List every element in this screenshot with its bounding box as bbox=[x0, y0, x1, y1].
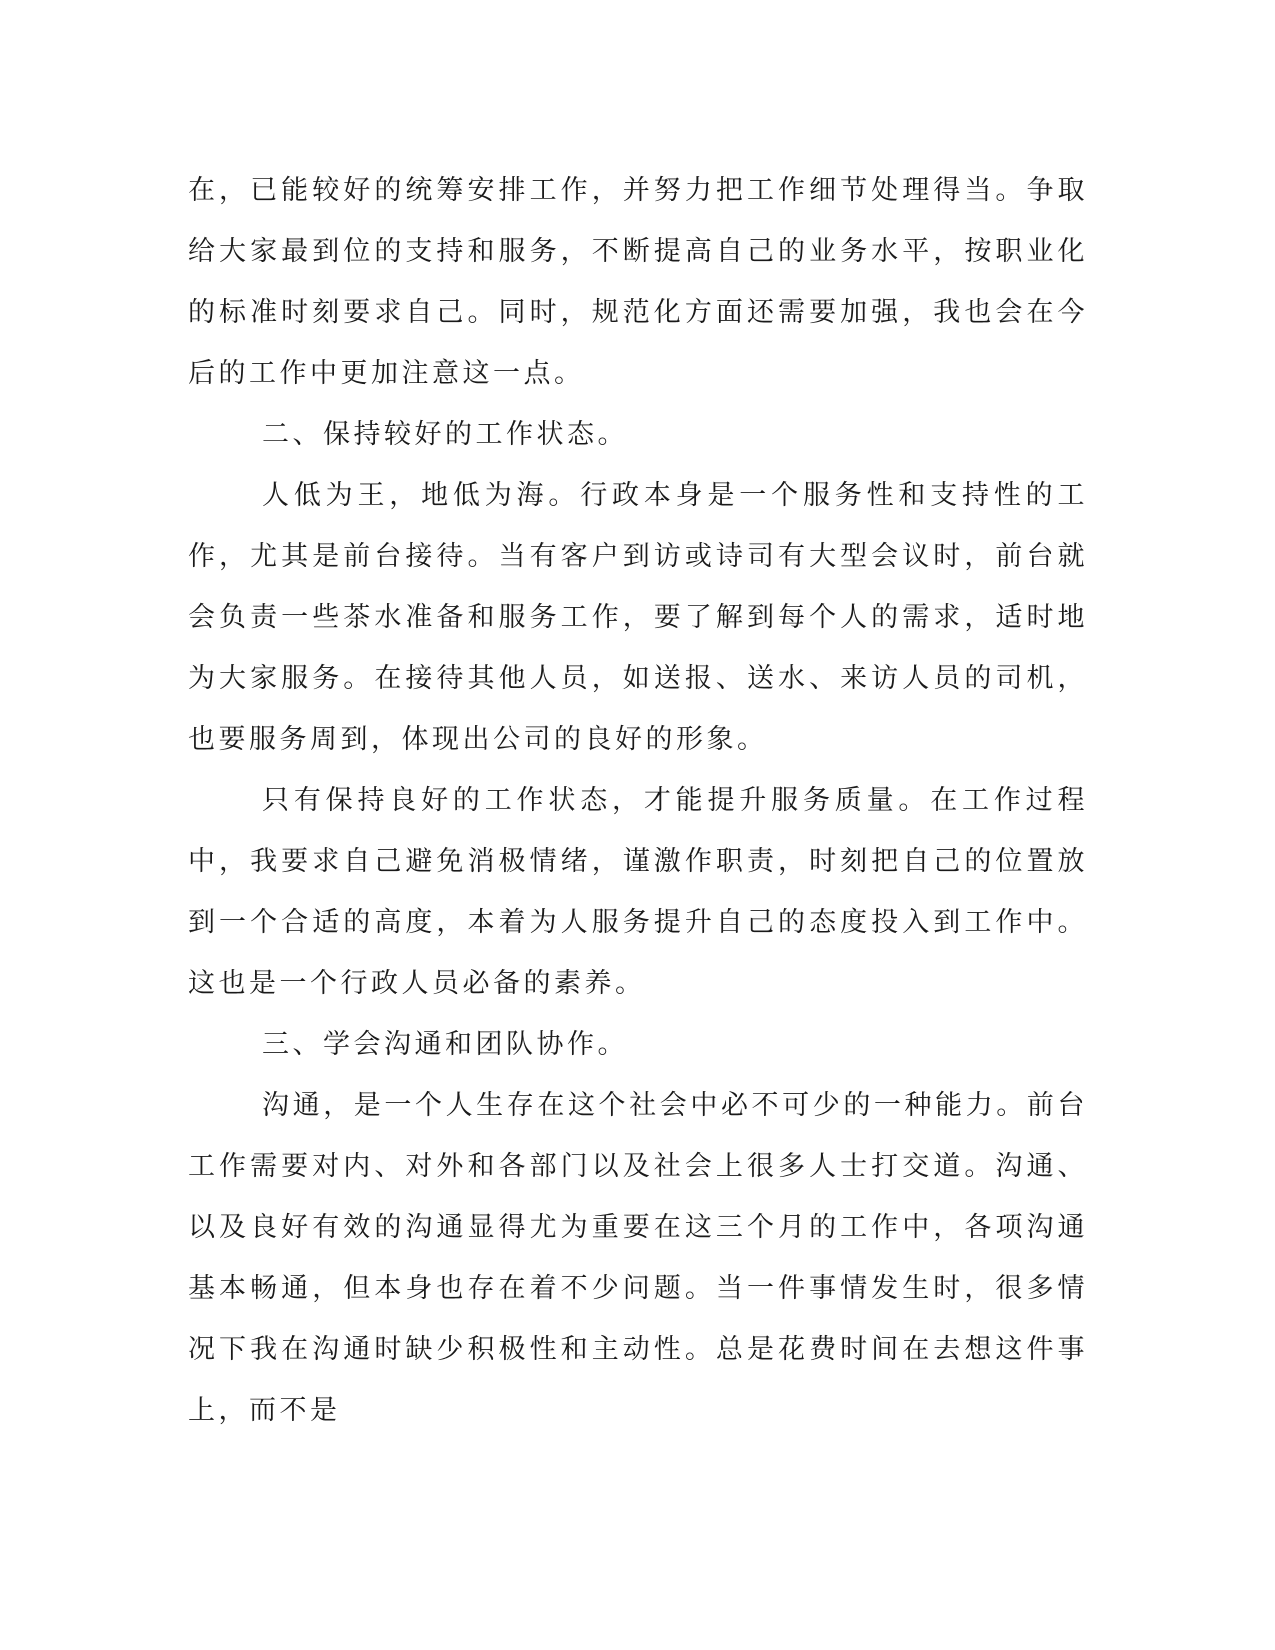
section-heading-3: 三、学会沟通和团队协作。 bbox=[262, 1029, 628, 1060]
paragraph: 只有保持良好的工作状态，才能提升服务质量。在工作过程中，我要求自己避免消极情绪，谨激作职责，时刻把自己的位置放到一个合适的高度，本着为人服务提升自己的态度投入到工作中。这也是一个行政人员必备的素养。 bbox=[188, 785, 1088, 999]
section-heading-2: 二、保持较好的工作状态。 bbox=[262, 419, 628, 450]
paragraph: 沟通，是一个人生存在这个社会中必不可少的一种能力。前台工作需要对内、对外和各部门以及社会上很多人士打交道。沟通、以及良好有效的沟通显得尤为重要在这三个月的工作中，各项沟通基本畅通，但本身也存在着不少问题。当一件事情发生时，很多情况下我在沟通时缺少积极性和主动性。总是花费时间在去想这件事上，而不是 bbox=[188, 1090, 1088, 1426]
document-body bbox=[188, 160, 1088, 1441]
paragraph: 人低为王，地低为海。行政本身是一个服务性和支持性的工作，尤其是前台接待。当有客户到访或诗司有大型会议时，前台就会负责一些茶水准备和服务工作，要了解到每个人的需求，适时地为大家服务。在接待其他人员，如送报、送水、来访人员的司机，也要服务周到，体现出公司的良好的形象。 bbox=[188, 480, 1088, 755]
paragraph-continuation: 在，已能较好的统筹安排工作，并努力把工作细节处理得当。争取给大家最到位的支持和服务，不断提高自己的业务水平，按职业化的标准时刻要求自己。同时，规范化方面还需要加强，我也会在今后的工作中更加注意这一点。 bbox=[188, 175, 1088, 389]
